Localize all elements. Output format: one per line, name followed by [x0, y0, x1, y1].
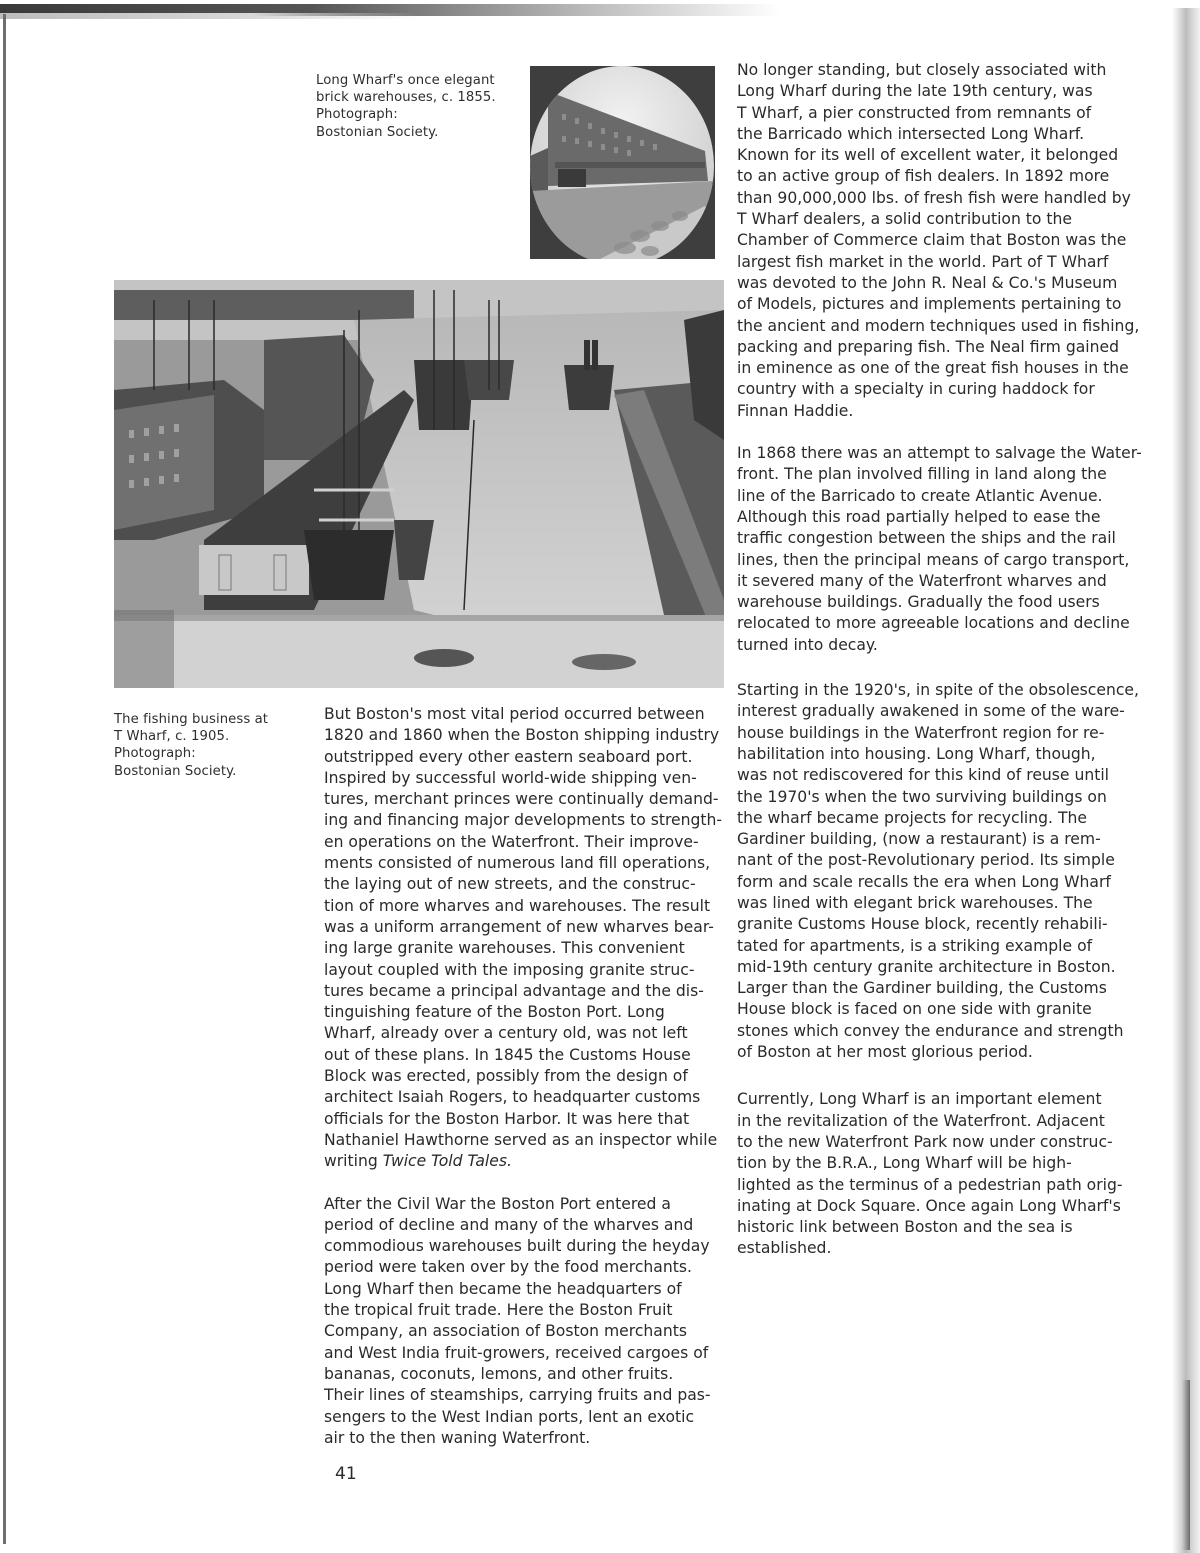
text-line: largest fish market in the world. Part of T Wharf [737, 252, 1109, 271]
text-line: lighted as the terminus of a pedestrian path orig- [737, 1175, 1123, 1194]
text-line: ing large granite warehouses. This convenient [324, 939, 685, 958]
text-line: to the new Waterfront Park now under construc- [737, 1132, 1113, 1151]
text-line: front. The plan involved filling in land along the [737, 465, 1107, 484]
text-line: Block was erected, possibly from the design of [324, 1067, 688, 1086]
paragraph-t-wharf [737, 60, 1142, 422]
middle-column [324, 704, 722, 1470]
text-line: relocated to more agreeable locations and decline [737, 614, 1130, 633]
text-line: architect Isaiah Rogers, to headquarter customs [324, 1088, 701, 1107]
text-line: was not rediscovered for this kind of reuse until [737, 766, 1110, 785]
text-line: out of these plans. In 1845 the Customs House [324, 1045, 691, 1064]
text-line: form and scale recalls the era when Long Wharf [737, 872, 1111, 891]
text-line: packing and preparing fish. The Neal firm gained [737, 337, 1119, 356]
text-line: the ancient and modern techniques used in fishing, [737, 316, 1140, 335]
text-line: T Wharf dealers, a solid contribution to the [737, 210, 1072, 229]
text-line: tion of more wharves and warehouses. The result [324, 896, 711, 915]
text-line: Larger than the Gardiner building, the Customs [737, 979, 1107, 998]
text-line: Nathaniel Hawthorne served as an inspector while [324, 1130, 718, 1149]
text-line: to an active group of fish dealers. In 1892 more [737, 167, 1110, 186]
scan-left-edge [3, 14, 6, 1544]
text-line: of Models, pictures and implements pertaining to [737, 295, 1122, 314]
text-line: T Wharf, a pier constructed from remnants of [737, 103, 1092, 122]
text-line: bananas, coconuts, lemons, and other fruits. [324, 1364, 674, 1383]
scan-top-edge-highlight [0, 13, 420, 19]
text-fragment: writing [324, 1152, 383, 1171]
text-line: But Boston's most vital period occurred between [324, 705, 705, 723]
paragraph-boston-vital-period [324, 704, 722, 1173]
caption-line: Photograph: [316, 107, 398, 123]
text-line: sengers to the West Indian ports, lent an exotic [324, 1407, 695, 1426]
caption-line: Bostonian Society. [316, 124, 439, 140]
text-line [324, 1151, 722, 1172]
text-line: Finnan Haddie. [737, 401, 854, 420]
text-line: in the revitalization of the Waterfront. Adjacent [737, 1111, 1105, 1130]
text-line: historic link between Boston and the sea is [737, 1218, 1073, 1237]
text-line: Currently, Long Wharf is an important element [737, 1090, 1102, 1109]
text-line: nant of the post-Revolutionary period. Its simple [737, 851, 1115, 870]
text-line: Wharf, already over a century old, was not left [324, 1024, 688, 1043]
text-line: period were taken over by the food merchants. [324, 1258, 692, 1277]
text-line: warehouse buildings. Gradually the food users [737, 593, 1100, 612]
text-line: air to the then waning Waterfront. [324, 1428, 591, 1447]
text-line: the Barricado which intersected Long Wharf. [737, 124, 1085, 143]
text-line: After the Civil War the Boston Port entered a [324, 1194, 671, 1213]
text-line: Long Wharf during the late 19th century, was [737, 82, 1093, 101]
text-line: line of the Barricado to create Atlantic Avenue. [737, 486, 1103, 505]
caption-line: T Wharf, c. 1905. [114, 729, 230, 745]
text-line: the wharf became projects for recycling. The [737, 808, 1087, 827]
text-line: ments consisted of numerous land fill operations, [324, 854, 711, 873]
text-line: habilitation into housing. Long Wharf, though, [737, 744, 1096, 763]
text-line: officials for the Boston Harbor. It was here that [324, 1109, 690, 1128]
text-line: was a uniform arrangement of new wharves bear- [324, 917, 714, 936]
text-line: outstripped every other eastern seaboard port. [324, 747, 693, 766]
text-line: and West India fruit-growers, received cargoes of [324, 1343, 709, 1362]
text-line: commodious warehouses built during the heyday [324, 1237, 710, 1256]
text-line: Known for its well of excellent water, it belonged [737, 146, 1119, 165]
text-line: country with a specialty in curing haddock for [737, 380, 1095, 399]
text-line: Their lines of steamships, carrying fruits and pas- [324, 1386, 711, 1405]
text-line: tures became a principal advantage and the dis- [324, 981, 704, 1000]
text-line: inating at Dock Square. Once again Long Wharf's [737, 1196, 1121, 1215]
text-line: period of decline and many of the wharves and [324, 1215, 694, 1234]
figure-caption-warehouses [316, 72, 496, 141]
text-line: interest gradually awakened in some of the ware- [737, 702, 1125, 721]
text-line: In 1868 there was an attempt to salvage the Water- [737, 444, 1142, 463]
text-line: lines, then the principal means of cargo transport, [737, 550, 1130, 569]
text-line: the tropical fruit trade. Here the Boston Fruit [324, 1301, 673, 1320]
caption-line: Bostonian Society. [114, 763, 237, 779]
text-line: mid-19th century granite architecture in Boston. [737, 957, 1116, 976]
text-line: turned into decay. [737, 635, 878, 654]
text-line: stones which convey the endurance and strength [737, 1021, 1124, 1040]
photo-long-wharf-warehouses [530, 66, 715, 259]
text-line: tinguishing feature of the Boston Port. Long [324, 1003, 665, 1022]
paragraph-currently [737, 1089, 1142, 1259]
book-title-twice-told-tales: Twice Told Tales. [382, 1152, 512, 1171]
text-line: Inspired by successful world-wide shipping ven- [324, 768, 697, 787]
text-line: Long Wharf then became the headquarters of [324, 1279, 682, 1298]
caption-line: Long Wharf's once elegant [316, 73, 495, 88]
text-line: 1820 and 1860 when the Boston shipping industry [324, 726, 720, 745]
page-number: 41 [335, 1464, 357, 1484]
paragraph-after-civil-war [324, 1194, 722, 1450]
text-line: than 90,000,000 lbs. of fresh fish were handled by [737, 188, 1131, 207]
caption-line: brick warehouses, c. 1855. [316, 90, 496, 106]
photo-t-wharf-fishing [114, 280, 724, 688]
text-line: the laying out of new streets, and the construc- [324, 875, 696, 894]
text-line: in eminence as one of the great fish houses in the [737, 359, 1129, 378]
text-line: the 1970's when the two surviving buildings on [737, 787, 1107, 806]
text-line: was devoted to the John R. Neal & Co.'s Museum [737, 273, 1118, 292]
text-line: tures, merchant princes were continually demand- [324, 790, 719, 809]
text-line: Gardiner building, (now a restaurant) is a rem- [737, 830, 1101, 849]
text-line: it severed many of the Waterfront wharves and [737, 571, 1107, 590]
paragraph-1920s-rehabilitation [737, 680, 1142, 1063]
text-line: ing and financing major developments to strength- [324, 811, 723, 830]
text-line: of Boston at her most glorious period. [737, 1043, 1033, 1062]
text-line: en operations on the Waterfront. Their improve- [324, 832, 699, 851]
caption-line: The fishing business at [114, 712, 269, 727]
text-line: was lined with elegant brick warehouses. The [737, 893, 1093, 912]
scan-right-edge-binding [1172, 8, 1200, 1553]
caption-line: Photograph: [114, 746, 196, 762]
text-line: No longer standing, but closely associated with [737, 61, 1107, 79]
text-line: Although this road partially helped to ease the [737, 507, 1101, 526]
text-line: Chamber of Commerce claim that Boston was the [737, 231, 1127, 250]
right-column [737, 60, 1142, 1281]
text-line: tion by the B.R.A., Long Wharf will be high- [737, 1154, 1072, 1173]
text-line: Company, an association of Boston merchants [324, 1322, 687, 1341]
text-line: Starting in the 1920's, in spite of the obsolescence, [737, 681, 1139, 700]
text-line: tated for apartments, is a striking example of [737, 936, 1093, 955]
figure-caption-t-wharf [114, 711, 268, 780]
text-line: granite Customs House block, recently rehabili- [737, 915, 1108, 934]
text-line: established. [737, 1239, 832, 1258]
text-line: layout coupled with the imposing granite struc- [324, 960, 695, 979]
text-line: house buildings in the Waterfront region for re- [737, 723, 1105, 742]
paragraph-1868-salvage [737, 443, 1142, 656]
scan-right-edge-shadow [1182, 1380, 1190, 1550]
text-line: traffic congestion between the ships and the rail [737, 529, 1116, 548]
text-line: House block is faced on one side with granite [737, 1000, 1092, 1019]
